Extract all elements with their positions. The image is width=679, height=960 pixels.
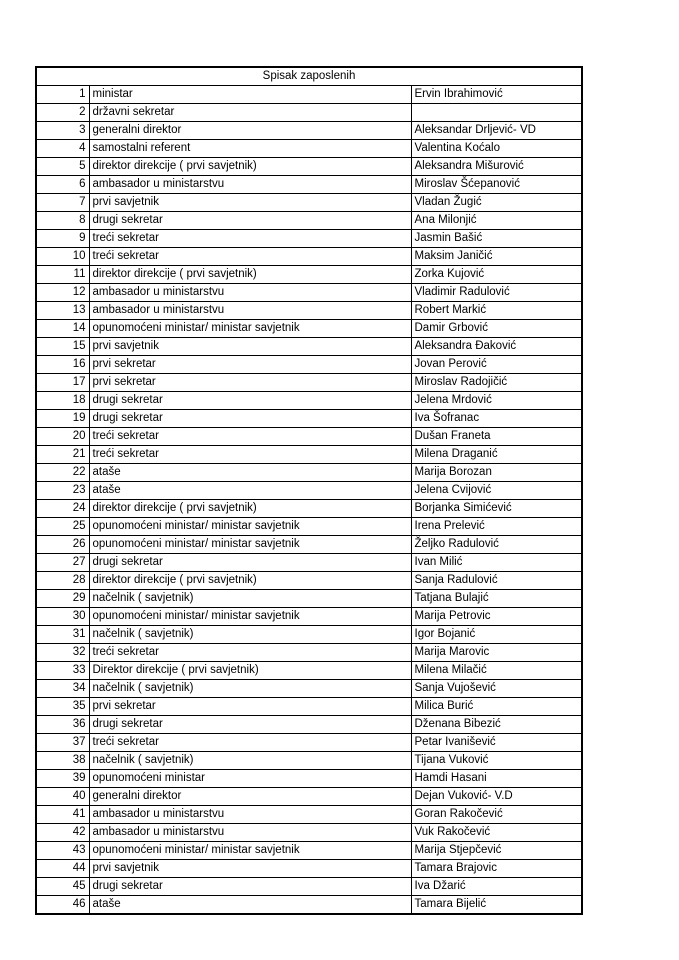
row-name: Ivan Milić (411, 554, 582, 572)
row-name: Vladimir Radulović (411, 284, 582, 302)
table-row (36, 644, 582, 662)
row-position: opunomoćeni ministar/ ministar savjetnik (89, 518, 411, 536)
row-number: 17 (36, 374, 89, 392)
row-name: Damir Grbović (411, 320, 582, 338)
row-position: opunomoćeni ministar/ ministar savjetnik (89, 536, 411, 554)
table-row (36, 716, 582, 734)
table-row (36, 482, 582, 500)
row-position: prvi savjetnik (89, 194, 411, 212)
row-number: 38 (36, 752, 89, 770)
row-position: načelnik ( savjetnik) (89, 680, 411, 698)
row-position: opunomoćeni ministar/ ministar savjetnik (89, 320, 411, 338)
row-name (411, 104, 582, 122)
table-row (36, 374, 582, 392)
row-number: 13 (36, 302, 89, 320)
row-number: 36 (36, 716, 89, 734)
table-row (36, 266, 582, 284)
row-position: drugi sekretar (89, 554, 411, 572)
row-number: 20 (36, 428, 89, 446)
table-row (36, 806, 582, 824)
row-position: direktor direkcije ( prvi savjetnik) (89, 572, 411, 590)
row-number: 43 (36, 842, 89, 860)
row-number: 31 (36, 626, 89, 644)
employee-table (35, 66, 583, 915)
row-number: 35 (36, 698, 89, 716)
table-row (36, 302, 582, 320)
row-number: 21 (36, 446, 89, 464)
table-row (36, 608, 582, 626)
table-title: Spisak zaposlenih (36, 67, 582, 86)
row-name: Milica Burić (411, 698, 582, 716)
row-name: Aleksandar Drljević- VD (411, 122, 582, 140)
table-row (36, 140, 582, 158)
row-name: Hamdi Hasani (411, 770, 582, 788)
table-row (36, 410, 582, 428)
table-row (36, 284, 582, 302)
row-position: opunomoćeni ministar/ ministar savjetnik (89, 842, 411, 860)
table-row (36, 500, 582, 518)
table-row (36, 86, 582, 104)
row-name: Tamara Bijelić (411, 896, 582, 915)
row-name: Petar Ivanišević (411, 734, 582, 752)
row-number: 8 (36, 212, 89, 230)
row-position: prvi savjetnik (89, 338, 411, 356)
table-row (36, 680, 582, 698)
row-name: Tatjana Bulajić (411, 590, 582, 608)
row-position: treći sekretar (89, 644, 411, 662)
row-position: ambasador u ministarstvu (89, 806, 411, 824)
row-number: 4 (36, 140, 89, 158)
row-name: Sanja Radulović (411, 572, 582, 590)
row-name: Željko Radulović (411, 536, 582, 554)
row-name: Ervin Ibrahimović (411, 86, 582, 104)
row-name: Vladan Žugić (411, 194, 582, 212)
table-title-row (36, 67, 582, 86)
row-name: Aleksandra Đaković (411, 338, 582, 356)
row-number: 32 (36, 644, 89, 662)
table-row (36, 824, 582, 842)
row-name: Robert Markić (411, 302, 582, 320)
row-name: Borjanka Simićević (411, 500, 582, 518)
row-position: prvi sekretar (89, 698, 411, 716)
row-position: državni sekretar (89, 104, 411, 122)
table-row (36, 518, 582, 536)
row-number: 33 (36, 662, 89, 680)
table-row (36, 158, 582, 176)
row-name: Valentina Koćalo (411, 140, 582, 158)
row-number: 25 (36, 518, 89, 536)
row-position: ministar (89, 86, 411, 104)
table-row (36, 122, 582, 140)
row-name: Milena Draganić (411, 446, 582, 464)
table-body (36, 86, 582, 915)
row-name: Milena Milačić (411, 662, 582, 680)
row-number: 23 (36, 482, 89, 500)
row-number: 15 (36, 338, 89, 356)
table-row (36, 194, 582, 212)
table-row (36, 428, 582, 446)
row-position: generalni direktor (89, 788, 411, 806)
row-name: Jelena Cvijović (411, 482, 582, 500)
row-number: 3 (36, 122, 89, 140)
table-row (36, 572, 582, 590)
row-name: Dušan Franeta (411, 428, 582, 446)
row-name: Marija Stjepčević (411, 842, 582, 860)
row-position: treći sekretar (89, 734, 411, 752)
table-row (36, 842, 582, 860)
row-number: 39 (36, 770, 89, 788)
table-row (36, 464, 582, 482)
row-position: ambasador u ministarstvu (89, 824, 411, 842)
row-name: Dejan Vuković- V.D (411, 788, 582, 806)
table-row (36, 356, 582, 374)
row-number: 24 (36, 500, 89, 518)
row-number: 5 (36, 158, 89, 176)
table-row (36, 212, 582, 230)
row-number: 19 (36, 410, 89, 428)
row-position: prvi sekretar (89, 356, 411, 374)
row-number: 37 (36, 734, 89, 752)
row-number: 30 (36, 608, 89, 626)
row-position: treći sekretar (89, 428, 411, 446)
row-position: drugi sekretar (89, 212, 411, 230)
row-position: ataše (89, 896, 411, 915)
row-position: treći sekretar (89, 230, 411, 248)
table-row (36, 554, 582, 572)
row-number: 41 (36, 806, 89, 824)
table-row (36, 338, 582, 356)
row-name: Marija Petrovic (411, 608, 582, 626)
row-number: 6 (36, 176, 89, 194)
row-name: Jasmin Bašić (411, 230, 582, 248)
row-number: 12 (36, 284, 89, 302)
row-name: Aleksandra Mišurović (411, 158, 582, 176)
row-position: direktor direkcije ( prvi savjetnik) (89, 158, 411, 176)
row-position: drugi sekretar (89, 716, 411, 734)
table-row (36, 104, 582, 122)
row-name: Iva Džarić (411, 878, 582, 896)
table-row (36, 770, 582, 788)
row-position: drugi sekretar (89, 878, 411, 896)
table-row (36, 860, 582, 878)
row-number: 14 (36, 320, 89, 338)
row-position: opunomoćeni ministar/ ministar savjetnik (89, 608, 411, 626)
row-name: Marija Marovic (411, 644, 582, 662)
row-number: 1 (36, 86, 89, 104)
row-position: drugi sekretar (89, 410, 411, 428)
row-number: 46 (36, 896, 89, 915)
row-number: 44 (36, 860, 89, 878)
row-number: 26 (36, 536, 89, 554)
table-row (36, 446, 582, 464)
row-number: 7 (36, 194, 89, 212)
row-position: ambasador u ministarstvu (89, 176, 411, 194)
row-position: drugi sekretar (89, 392, 411, 410)
row-number: 18 (36, 392, 89, 410)
row-position: generalni direktor (89, 122, 411, 140)
table-row (36, 230, 582, 248)
row-name: Tijana Vuković (411, 752, 582, 770)
table-row (36, 248, 582, 266)
row-number: 16 (36, 356, 89, 374)
row-position: opunomoćeni ministar (89, 770, 411, 788)
table-row (36, 698, 582, 716)
table-row (36, 662, 582, 680)
row-name: Maksim Janičić (411, 248, 582, 266)
row-name: Miroslav Šćepanović (411, 176, 582, 194)
row-name: Jelena Mrdović (411, 392, 582, 410)
row-number: 28 (36, 572, 89, 590)
row-name: Miroslav Radojičić (411, 374, 582, 392)
table-row (36, 788, 582, 806)
row-name: Igor Bojanić (411, 626, 582, 644)
table-row (36, 320, 582, 338)
row-position: ataše (89, 464, 411, 482)
row-number: 29 (36, 590, 89, 608)
row-position: ataše (89, 482, 411, 500)
row-position: prvi sekretar (89, 374, 411, 392)
row-number: 22 (36, 464, 89, 482)
row-position: direktor direkcije ( prvi savjetnik) (89, 266, 411, 284)
table-row (36, 626, 582, 644)
table-row (36, 392, 582, 410)
row-name: Dženana Bibezić (411, 716, 582, 734)
row-name: Vuk Rakočević (411, 824, 582, 842)
table-row (36, 176, 582, 194)
row-position: direktor direkcije ( prvi savjetnik) (89, 500, 411, 518)
row-number: 11 (36, 266, 89, 284)
table-row (36, 590, 582, 608)
row-position: prvi savjetnik (89, 860, 411, 878)
row-position: ambasador u ministarstvu (89, 302, 411, 320)
row-name: Zorka Kujović (411, 266, 582, 284)
table-row (36, 878, 582, 896)
row-number: 9 (36, 230, 89, 248)
row-name: Ana Milonjić (411, 212, 582, 230)
row-position: treći sekretar (89, 446, 411, 464)
row-position: treći sekretar (89, 248, 411, 266)
row-number: 34 (36, 680, 89, 698)
row-name: Irena Prelević (411, 518, 582, 536)
row-name: Sanja Vujošević (411, 680, 582, 698)
row-position: načelnik ( savjetnik) (89, 590, 411, 608)
row-position: Direktor direkcije ( prvi savjetnik) (89, 662, 411, 680)
row-position: ambasador u ministarstvu (89, 284, 411, 302)
row-number: 2 (36, 104, 89, 122)
row-position: samostalni referent (89, 140, 411, 158)
row-number: 10 (36, 248, 89, 266)
row-position: načelnik ( savjetnik) (89, 752, 411, 770)
row-number: 45 (36, 878, 89, 896)
row-name: Jovan Perović (411, 356, 582, 374)
row-number: 42 (36, 824, 89, 842)
table-row (36, 734, 582, 752)
row-name: Marija Borozan (411, 464, 582, 482)
table-row (36, 536, 582, 554)
row-number: 40 (36, 788, 89, 806)
row-name: Iva Šofranac (411, 410, 582, 428)
row-number: 27 (36, 554, 89, 572)
table-row (36, 752, 582, 770)
row-position: načelnik ( savjetnik) (89, 626, 411, 644)
table-row (36, 896, 582, 915)
row-name: Tamara Brajovic (411, 860, 582, 878)
row-name: Goran Rakočević (411, 806, 582, 824)
